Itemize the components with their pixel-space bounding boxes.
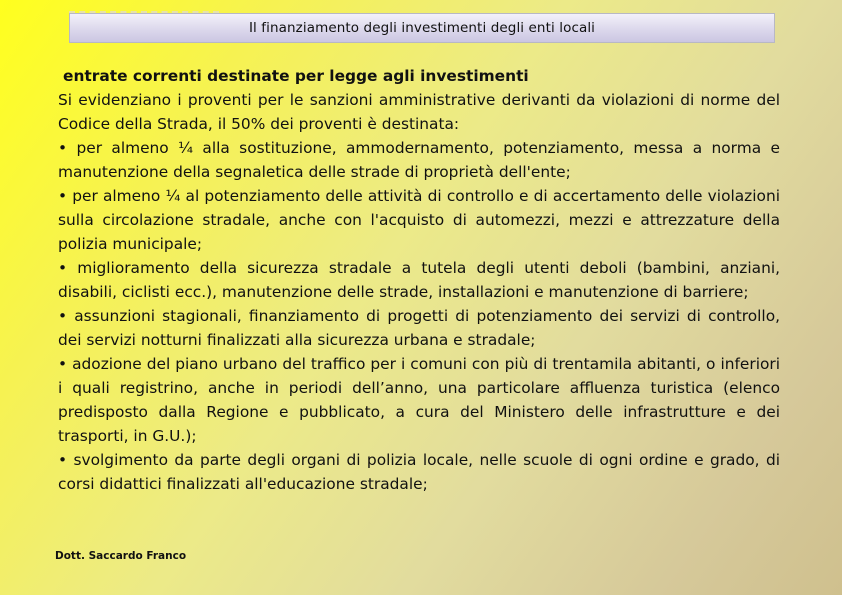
slide-body — [58, 64, 780, 496]
intro-paragraph: Si evidenziano i proventi per le sanzioni amministrative derivanti da violazioni di norme del Codice della Strada, il 50% dei proventi è destinata: — [58, 91, 780, 133]
slide-title-bar — [69, 13, 775, 43]
bullet-item: • adozione del piano urbano del traffico per i comuni con più di trentamila abitanti, o inferiori i quali registrino, anche in periodi dell’anno, una particolare affluenza turistica (elenco predisposto dalla Regione e pubblicato, a cura del Ministero delle infrastrutture e dei trasporti, in G.U.); — [58, 355, 780, 445]
author-footer: Dott. Saccardo Franco — [55, 550, 187, 562]
bullet-item: • svolgimento da parte degli organi di polizia locale, nelle scuole di ogni ordine e grado, di corsi didattici finalizzati all'educazione stradale; — [58, 451, 780, 493]
bullet-item: • assunzioni stagionali, finanziamento di progetti di potenziamento dei servizi di controllo, dei servizi notturni finalizzati alla sicurezza urbana e stradale; — [58, 307, 780, 349]
bullet-item: • per almeno ¼ al potenziamento delle attività di controllo e di accertamento delle violazioni sulla circolazione stradale, anche con l'acquisto di automezzi, mezzi e attrezzature della polizia municipale; — [58, 187, 780, 253]
bullet-item: • per almeno ¼ alla sostituzione, ammodernamento, potenziamento, messa a norma e manutenzione della segnaletica delle strade di proprietà dell'ente; — [58, 139, 780, 181]
slide-title: Il finanziamento degli investimenti degli enti locali — [248, 20, 596, 36]
section-heading: entrate correnti destinate per legge agli investimenti — [63, 67, 529, 85]
bullet-item: • miglioramento della sicurezza stradale a tutela degli utenti deboli (bambini, anziani, disabili, ciclisti ecc.), manutenzione delle strade, installazioni e manutenzione di barriere; — [58, 259, 780, 301]
